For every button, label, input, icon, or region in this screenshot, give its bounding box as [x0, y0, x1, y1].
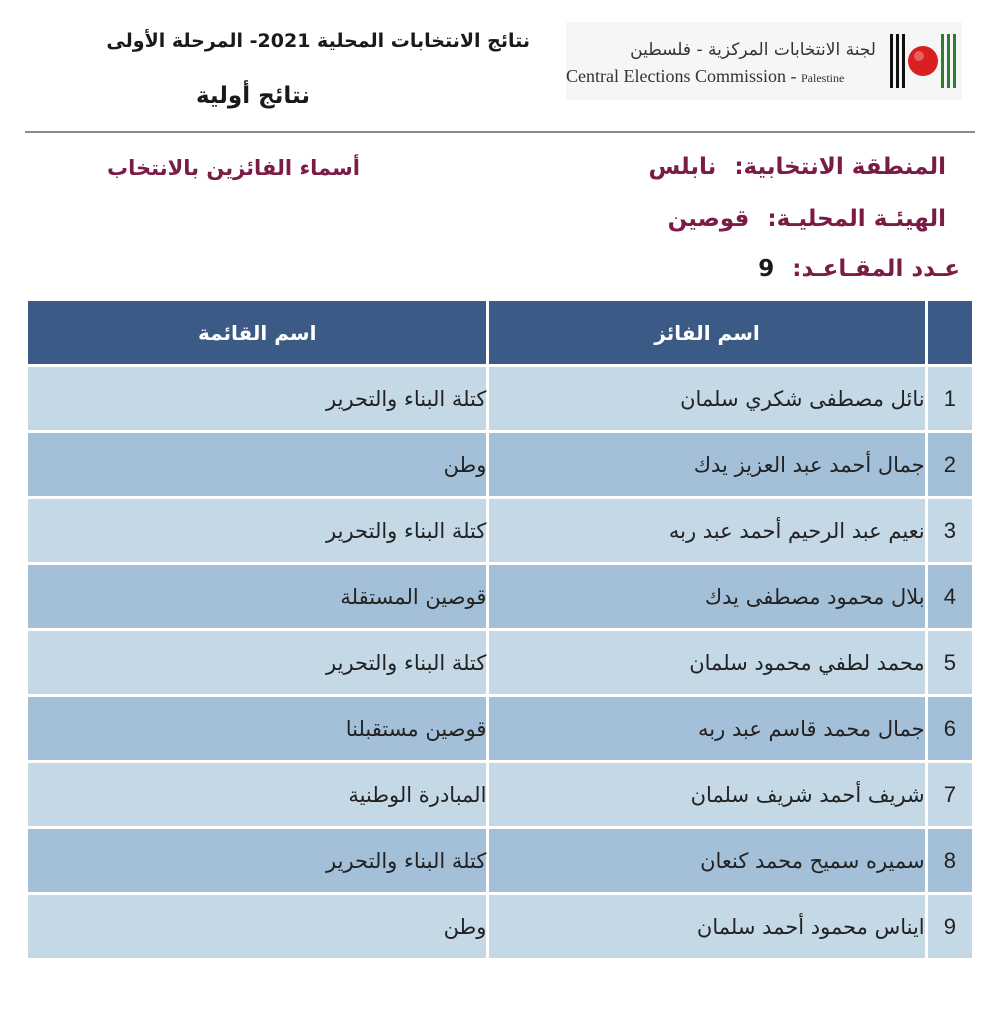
row-number-cell: 8: [928, 829, 972, 892]
column-header-number: [928, 301, 972, 364]
council-value: قوصين: [667, 206, 750, 232]
row-number-cell: 6: [928, 697, 972, 760]
table-row: [28, 367, 972, 430]
table-row: [28, 631, 972, 694]
table-row: [28, 763, 972, 826]
winner-name-cell: سميره سميح محمد كنعان: [489, 829, 924, 892]
table-row: [28, 565, 972, 628]
winner-name-cell: ايناس محمود أحمد سلمان: [489, 895, 924, 958]
winner-name-cell: نعيم عبد الرحيم أحمد عبد ربه: [489, 499, 924, 562]
logo-arabic-text: لجنة الانتخابات المركزية - فلسطين: [630, 40, 876, 60]
table-row: [28, 499, 972, 562]
table-row: [28, 433, 972, 496]
results-table: [25, 298, 975, 961]
row-number-cell: 2: [928, 433, 972, 496]
table-header-row: [28, 301, 972, 364]
page-subtitle: نتائج أولية: [195, 83, 310, 109]
list-name-cell: كتلة البناء والتحرير: [28, 829, 486, 892]
row-number-cell: 4: [928, 565, 972, 628]
winner-name-cell: شريف أحمد شريف سلمان: [489, 763, 924, 826]
logo-english-text: [566, 66, 876, 87]
column-header-winner: اسم الفائز: [489, 301, 924, 364]
winners-title: أسماء الفائزين بالانتخاب: [107, 156, 360, 180]
page-title: نتائج الانتخابات المحلية 2021- المرحلة الأولى: [106, 30, 530, 52]
seats-value: 9: [758, 256, 775, 282]
winner-name-cell: بلال محمود مصطفى يدك: [489, 565, 924, 628]
row-number-cell: 5: [928, 631, 972, 694]
logo-english-small: Palestine: [800, 71, 845, 85]
row-number-cell: 3: [928, 499, 972, 562]
winner-name-cell: نائل مصطفى شكري سلمان: [489, 367, 924, 430]
seats-label: عـدد المقـاعـد:: [792, 256, 960, 282]
list-name-cell: كتلة البناء والتحرير: [28, 631, 486, 694]
logo-english-main: Central Elections Commission -: [566, 66, 797, 86]
header-divider: [25, 131, 975, 133]
table-row: [28, 829, 972, 892]
list-name-cell: المبادرة الوطنية: [28, 763, 486, 826]
district-label: المنطقة الانتخابية:: [734, 154, 946, 180]
winner-name-cell: محمد لطفي محمود سلمان: [489, 631, 924, 694]
row-number-cell: 7: [928, 763, 972, 826]
winner-name-cell: جمال أحمد عبد العزيز يدك: [489, 433, 924, 496]
table-row: [28, 895, 972, 958]
row-number-cell: 1: [928, 367, 972, 430]
district-value: نابلس: [648, 154, 717, 180]
list-name-cell: كتلة البناء والتحرير: [28, 499, 486, 562]
list-name-cell: قوصين المستقلة: [28, 565, 486, 628]
list-name-cell: وطن: [28, 433, 486, 496]
column-header-list: اسم القائمة: [28, 301, 486, 364]
winner-name-cell: جمال محمد قاسم عبد ربه: [489, 697, 924, 760]
commission-emblem-icon: [888, 26, 958, 96]
district-line: [560, 154, 946, 180]
seats-line: [560, 256, 960, 282]
logo: [566, 22, 962, 100]
list-name-cell: وطن: [28, 895, 486, 958]
list-name-cell: قوصين مستقبلنا: [28, 697, 486, 760]
table-row: [28, 697, 972, 760]
council-line: [560, 206, 946, 232]
row-number-cell: 9: [928, 895, 972, 958]
list-name-cell: كتلة البناء والتحرير: [28, 367, 486, 430]
council-label: الهيئـة المحليـة:: [767, 206, 946, 232]
